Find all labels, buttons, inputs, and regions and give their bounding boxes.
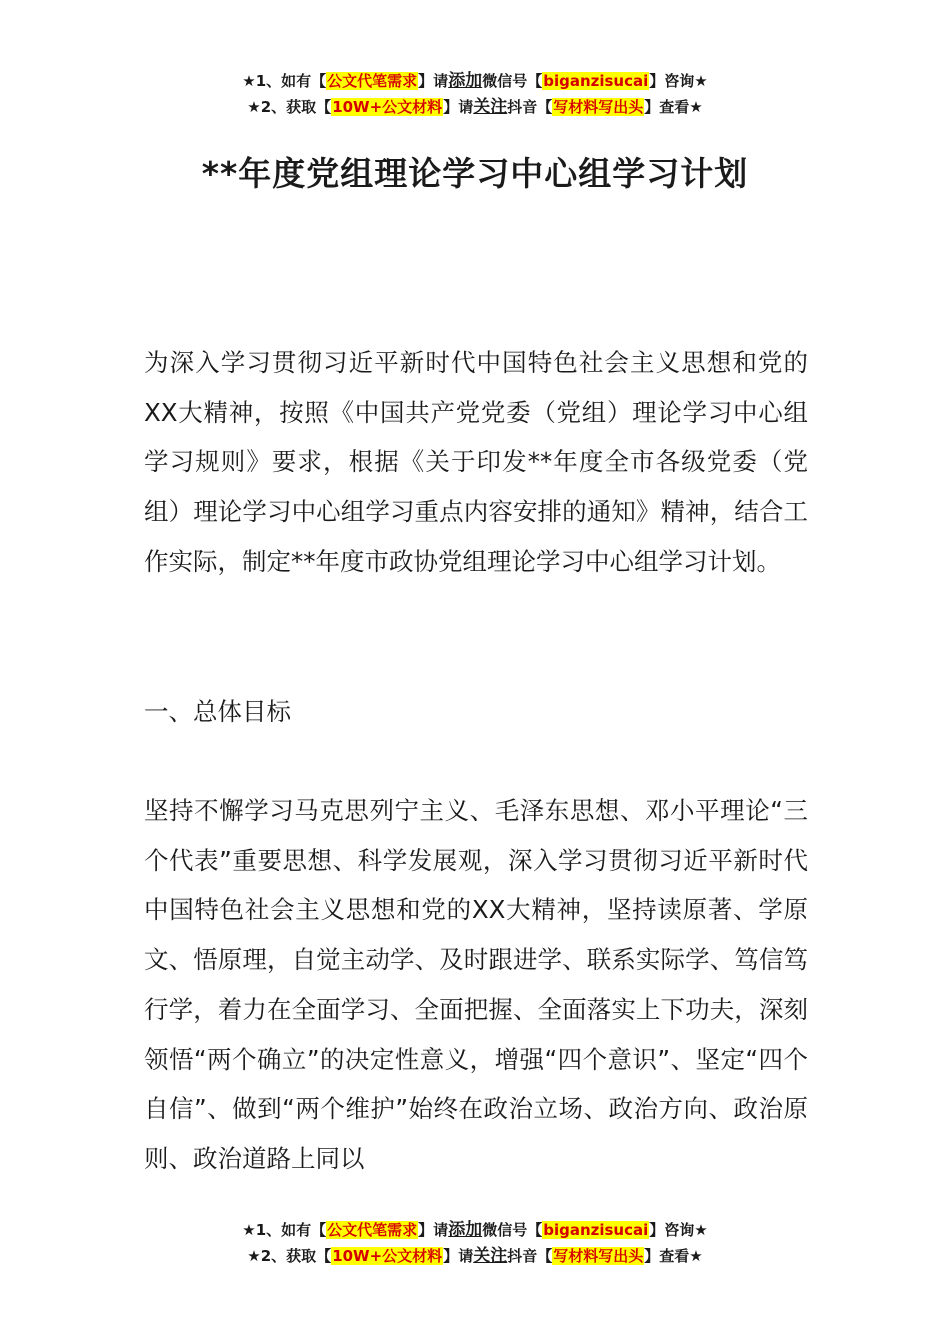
section-heading-goals: 一、总体目标 [144, 697, 291, 726]
highlight-wechat-id: biganzisucai [543, 72, 649, 90]
section-body-goals: 坚持不懈学习马克思列宁主义、毛泽东思想、邓小平理论“三个代表”重要思想、科学发展观，深入学习贯彻习近平新时代中国特色社会主义思想和党的XX大精神，坚持读原著、学原文、悟原理，自觉主动学、及时跟进学、联系实际学、笃信笃行学，着力在全面学习、全面把握、全面落实上下功夫，深刻领悟“两个确立”的决定性意义，增强“四个意识”、坚定“四个自信”、做到“两个维护”始终在政治立场、政治方向、政治原则、政治道路上同以 [144, 796, 808, 1173]
highlight-douyin-account: 写材料写出头 [553, 1247, 644, 1265]
highlight-service: 公文代笔需求 [327, 1221, 418, 1239]
highlight-materials: 10W+公文材料 [332, 98, 443, 116]
promo-line-2: ★2、获取【10W+公文材料】请关注抖音【写材料写出头】查看★ [247, 1246, 703, 1266]
promo-line-1: ★1、如有【公文代笔需求】请添加微信号【biganzisucai】咨询★ [242, 71, 708, 91]
promo-line-1: ★1、如有【公文代笔需求】请添加微信号【biganzisucai】咨询★ [242, 1220, 708, 1240]
promo-banner-top [0, 68, 950, 120]
highlight-wechat-id: biganzisucai [543, 1221, 649, 1239]
highlight-douyin-account: 写材料写出头 [553, 98, 644, 116]
promo-banner-bottom [0, 1217, 950, 1269]
document-title: **年度党组理论学习中心组学习计划 [201, 154, 749, 193]
intro-paragraph: 为深入学习贯彻习近平新时代中国特色社会主义思想和党的XX大精神，按照《中国共产党党委（党组）理论学习中心组学习规则》要求，根据《关于印发**年度全市各级党委（党组）理论学习中心组学习重点内容安排的通知》精神，结合工作实际，制定**年度市政协党组理论学习中心组学习计划。 [144, 348, 808, 576]
highlight-materials: 10W+公文材料 [332, 1247, 443, 1265]
promo-line-2: ★2、获取【10W+公文材料】请关注抖音【写材料写出头】查看★ [247, 97, 703, 117]
highlight-service: 公文代笔需求 [327, 72, 418, 90]
